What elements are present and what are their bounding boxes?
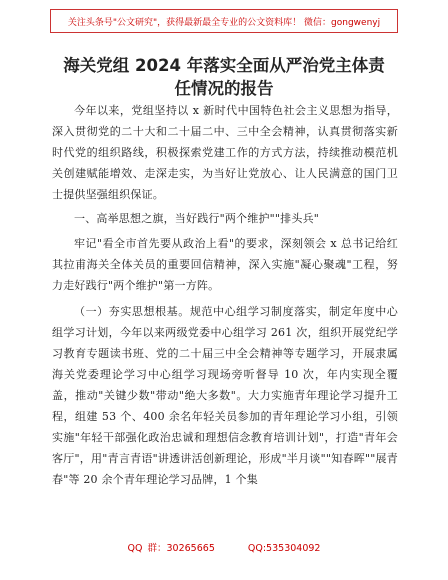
footer [0,540,448,554]
paragraph-section-intro: 牢记"看全市首先要从政治上看"的要求，深刻领会 x 总书记给红其拉甫海关全体关员的重要回信精神，深入实施"凝心聚魂"工程，努力走好践行"两个维护"第一方阵。 [52,237,398,292]
header-banner: 关注头条号"公文研究"，获得最新最全专业的公文资料库！ 微信：gongwenyj [50,9,398,33]
document-body [52,100,398,490]
footer-qq: QQ:535304092 [247,543,321,554]
paragraph-intro: 今年以来，党组坚持以 x 新时代中国特色社会主义思想为指导，深入贯彻党的二十大和二十届二中、三中全会精神，认真贯彻落实新时代党的组织路线，积极探索党建工作的方式方法，持续推动模范机关创建赋能增效、走深走实，为当好让党放心、让人民满意的国门卫士提供坚强组织保证。 [52,104,398,201]
document-title: 海关党组 2024 年落实全面从严治党主体责任情况的报告 [63,56,385,98]
footer-qq-group: QQ 群：30265665 [127,543,215,554]
section-heading: 一、高举思想之旗，当好践行"两个维护""排头兵" [74,212,320,225]
paragraph-subsection: （一）夯实思想根基。规范中心组学习制度落实，制定年度中心组学习计划，今年以来两级党委中心组学习 261 次，组织开展党纪学习教育专题读书班、党的二十届三中全会精神等专题学习，开展隶属海关党委理论学习中心组学习现场旁听督导 10 次，年内实现全覆盖，推动"关键少数"带动"绝大多数"。大力实施青年理论学习提升工程，组建 53 个、400 余名年轻关员参加的青年理论学习小组，引领实施"年轻干部强化政治忠诚和理想信念教育培训计划"，打造"青年会客厅"，用"青言青语"讲透讲活创新理论，形成"半月谈""知春晖""展青春"等 20 余个青年理论学习品牌，1 个集 [52,305,398,486]
